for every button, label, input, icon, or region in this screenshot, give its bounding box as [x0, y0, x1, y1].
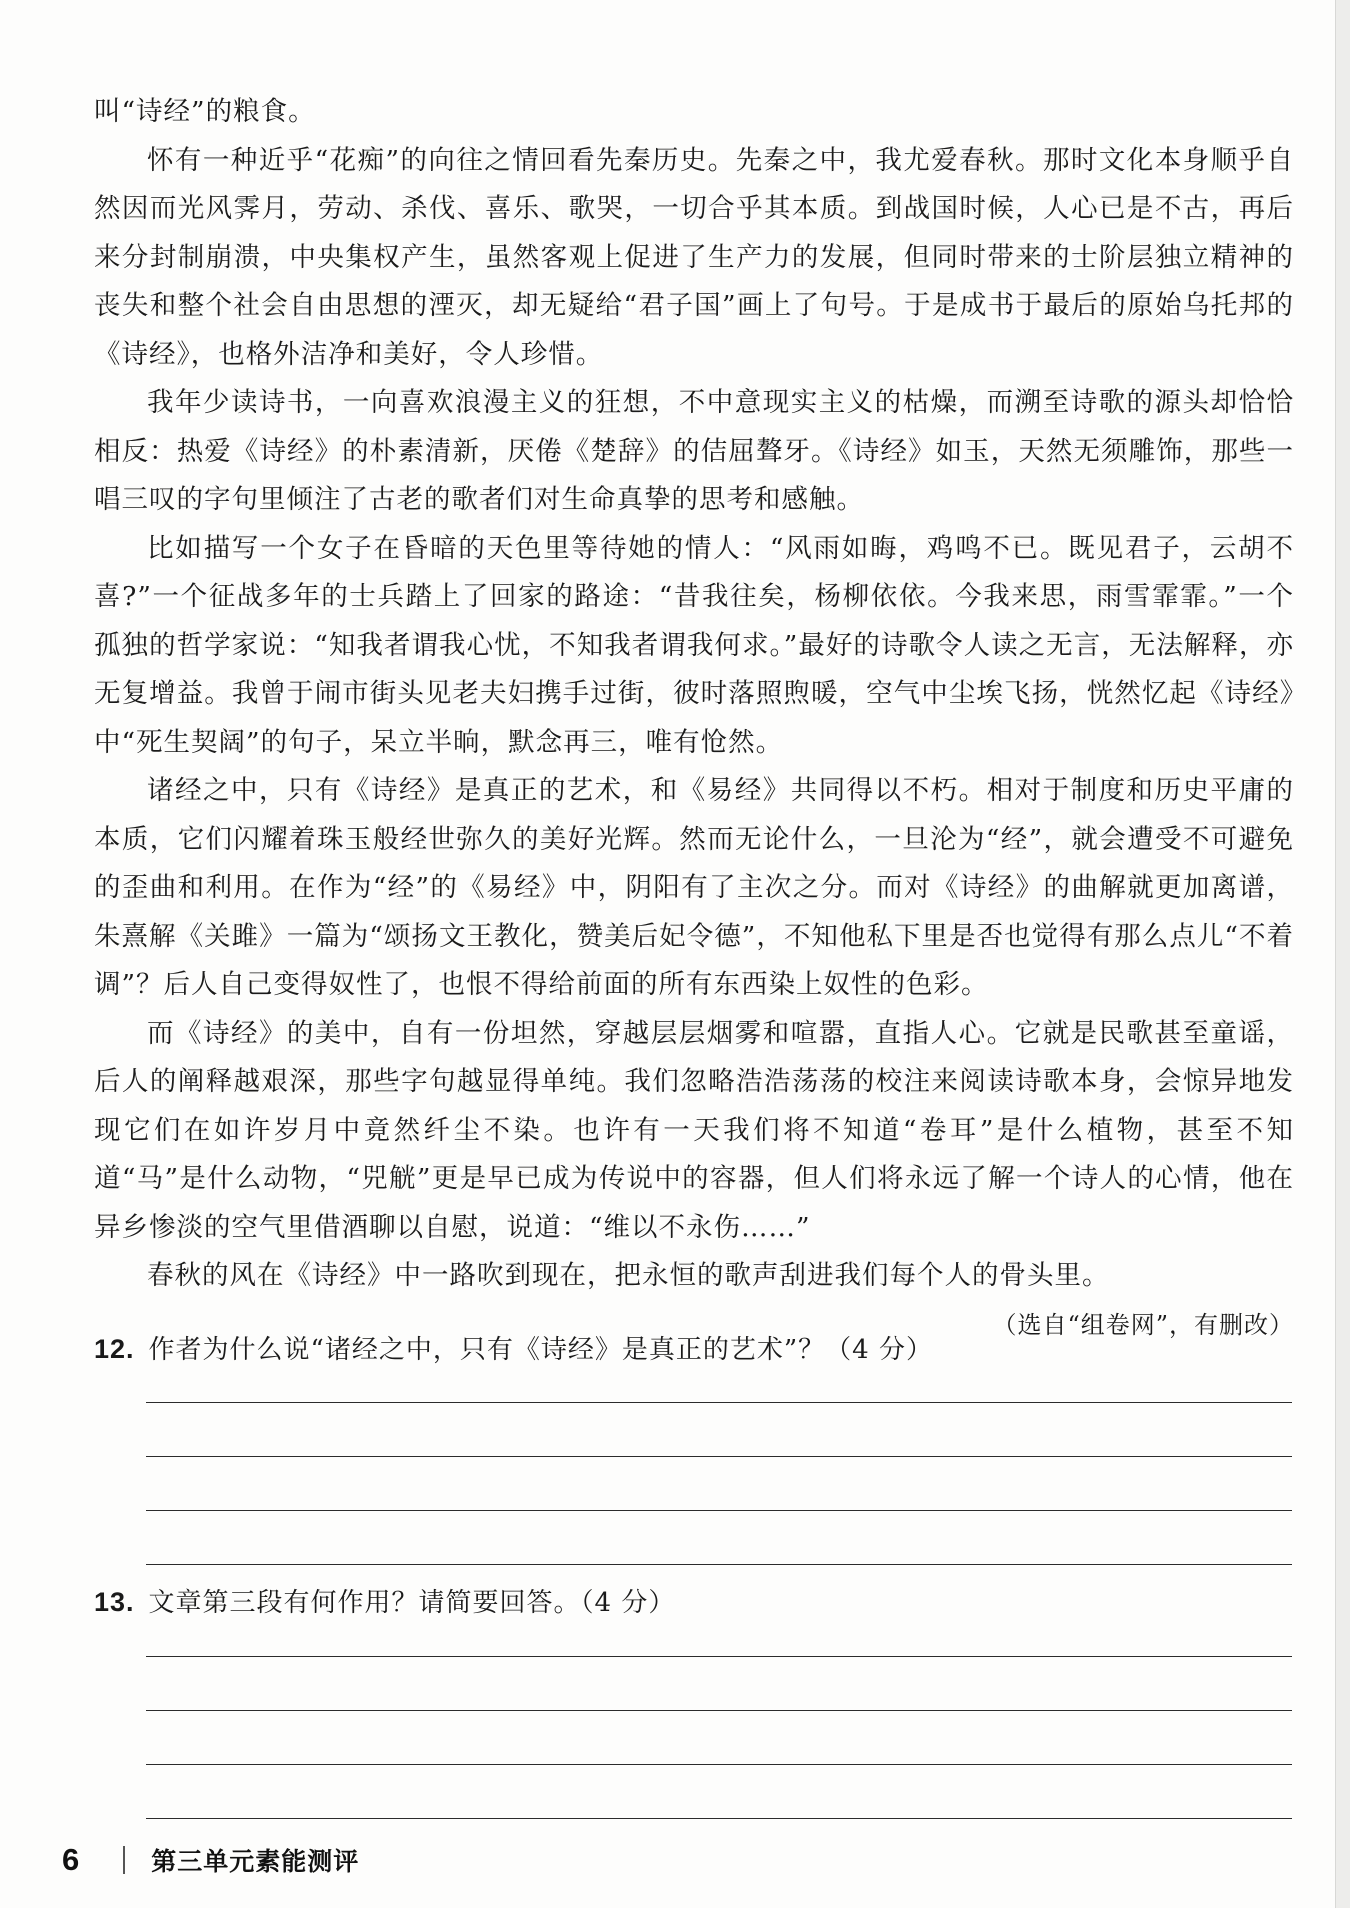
- reading-passage: [94, 88, 1294, 1349]
- passage-paragraph: 诸经之中，只有《诗经》是真正的艺术，和《易经》共同得以不朽。相对于制度和历史平庸的本质，它们闪耀着珠玉般经世弥久的美好光辉。然而无论什么，一旦沦为“经”，就会遭受不可避免的歪曲和利用。在作为“经”的《易经》中，阴阳有了主次之分。而对《诗经》的曲解就更加离谱，朱熹解《关雎》一篇为“颂扬文王教化，赞美后妃令德”，不知他私下里是否也觉得有那么点儿“不着调”？后人自己变得奴性了，也恨不得给前面的所有东西染上奴性的色彩。: [94, 775, 1294, 1000]
- passage-paragraph: 比如描写一个女子在昏暗的天色里等待她的情人：“风雨如晦，鸡鸣不已。既见君子，云胡不喜?”一个征战多年的士兵踏上了回家的路途：“昔我往矣，杨柳依依。今我来思，雨雪霏霏。”一个孤独的哲学家说：“知我者谓我心忧，不知我者谓我何求。”最好的诗歌令人读之无言，无法解释，亦无复增益。我曾于闹市街头见老夫妇携手过街，彼时落照煦暖，空气中尘埃飞扬，恍然忆起《诗经》中“死生契阔”的句子，呆立半晌，默念再三，唯有怆然。: [94, 532, 1294, 758]
- question-number: 12.: [94, 1334, 135, 1364]
- question-13: [94, 1582, 1294, 1623]
- answer-line[interactable]: [146, 1402, 1292, 1403]
- passage-paragraph: 怀有一种近乎“花痴”的向往之情回看先秦历史。先秦之中，我尤爱春秋。那时文化本身顺乎自然因而光风霁月，劳动、杀伐、喜乐、歌哭，一切合乎其本质。到战国时候，人心已是不古，再后来分封制崩溃，中央集权产生，虽然客观上促进了生产力的发展，但同时带来的士阶层独立精神的丧失和整个社会自由思想的湮灭，却无疑给“君子国”画上了句号。于是成书于最后的原始乌托邦的《诗经》，也格外洁净和美好，令人珍惜。: [94, 144, 1294, 370]
- answer-line[interactable]: [146, 1456, 1292, 1457]
- footer-title: 第三单元素能测评: [151, 1847, 360, 1876]
- answer-line[interactable]: [146, 1510, 1292, 1511]
- passage-paragraph: 而《诗经》的美中，自有一份坦然，穿越层层烟雾和喧嚣，直指人心。它就是民歌甚至童谣，后人的阐释越艰深，那些字句越显得单纯。我们忽略浩浩荡荡的校注来阅读诗歌本身，会惊异地发现它们在如许岁月中竟然纤尘不染。也许有一天我们将不知道“卷耳”是什么植物，甚至不知道“马”是什么动物，“兕觥”更是早已成为传说中的容器，但人们将永远了解一个诗人的心情，他在异乡惨淡的空气里借酒聊以自慰，说道：“维以不永伤……”: [94, 1017, 1294, 1243]
- footer-divider: [123, 1846, 125, 1874]
- question-number: 13.: [94, 1587, 135, 1617]
- passage-paragraph: 我年少读诗书，一向喜欢浪漫主义的狂想，不中意现实主义的枯燥，而溯至诗歌的源头却恰恰相反：热爱《诗经》的朴素清新，厌倦《楚辞》的佶屈聱牙。《诗经》如玉，天然无须雕饰，那些一唱三叹的字句里倾注了古老的歌者们对生命真挚的思考和感触。: [94, 387, 1294, 515]
- answer-line[interactable]: [146, 1656, 1292, 1657]
- question-text: 作者为什么说“诸经之中，只有《诗经》是真正的艺术”？（4 分）: [148, 1335, 933, 1365]
- source-citation: （选自“组卷网”，有删改）: [992, 1310, 1294, 1339]
- answer-line[interactable]: [146, 1764, 1292, 1765]
- passage-paragraph: 叫“诗经”的粮食。: [94, 96, 316, 127]
- answer-line[interactable]: [146, 1710, 1292, 1711]
- question-text: 文章第三段有何作用？请简要回答。（4 分）: [148, 1588, 676, 1618]
- page-footer: [62, 1838, 359, 1882]
- page-edge: [1335, 0, 1350, 1908]
- answer-line[interactable]: [146, 1818, 1292, 1819]
- passage-paragraph: 春秋的风在《诗经》中一路吹到现在，把永恒的歌声刮进我们每个人的骨头里。: [147, 1260, 1110, 1291]
- answer-line[interactable]: [146, 1564, 1292, 1565]
- page-number: 6: [62, 1842, 80, 1877]
- question-12: [94, 1329, 1294, 1370]
